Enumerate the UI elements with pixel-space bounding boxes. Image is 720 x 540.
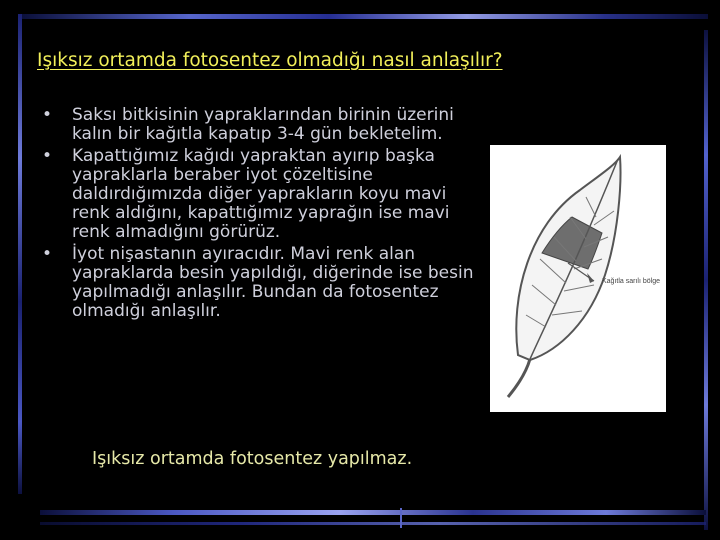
leaf-stem bbox=[508, 359, 530, 397]
top-decorative-bar bbox=[18, 14, 708, 19]
bullet-list bbox=[42, 106, 482, 324]
bullet-text: Saksı bitkisinin yapraklarından birinin üzerini kalın bir kağıtla kapatıp 3-4 gün bekletelim. bbox=[72, 105, 454, 144]
bottom-decorative-bar-thin bbox=[40, 522, 706, 525]
bullet-text: Kapattığımız kağıdı yapraktan ayırıp başka yapraklarla beraber iyot çözeltisine daldırdığımızda diğer yaprakların koyu mavi renk aldığını, kapattığımız yaprağın ise mavi renk almadığını görürüz. bbox=[72, 146, 450, 242]
bottom-divider-tick bbox=[400, 508, 402, 528]
figure-label: Kağıtla sarılı bölge bbox=[602, 278, 660, 285]
slide-title: Işıksız ortamda fotosentez olmadığı nasıl anlaşılır? bbox=[37, 50, 503, 71]
left-decorative-bar bbox=[18, 14, 22, 494]
bullet-item bbox=[42, 106, 482, 144]
bullet-item bbox=[42, 147, 482, 242]
bullet-text: İyot nişastanın ayıracıdır. Mavi renk alan yapraklarda besin yapıldığı, diğerinde ise besin yapılmadığı anlaşılır. Bundan da fotosentez olmadığı anlaşılır. bbox=[72, 244, 474, 321]
right-decorative-bar bbox=[704, 30, 708, 530]
bullet-marker: • bbox=[42, 244, 53, 264]
bottom-decorative-bar bbox=[40, 510, 706, 515]
conclusion-text: Işıksız ortamda fotosentez yapılmaz. bbox=[92, 449, 413, 469]
leaf-figure bbox=[490, 145, 666, 412]
bullet-marker: • bbox=[42, 105, 53, 125]
bullet-item bbox=[42, 245, 482, 321]
bullet-marker: • bbox=[42, 146, 53, 166]
